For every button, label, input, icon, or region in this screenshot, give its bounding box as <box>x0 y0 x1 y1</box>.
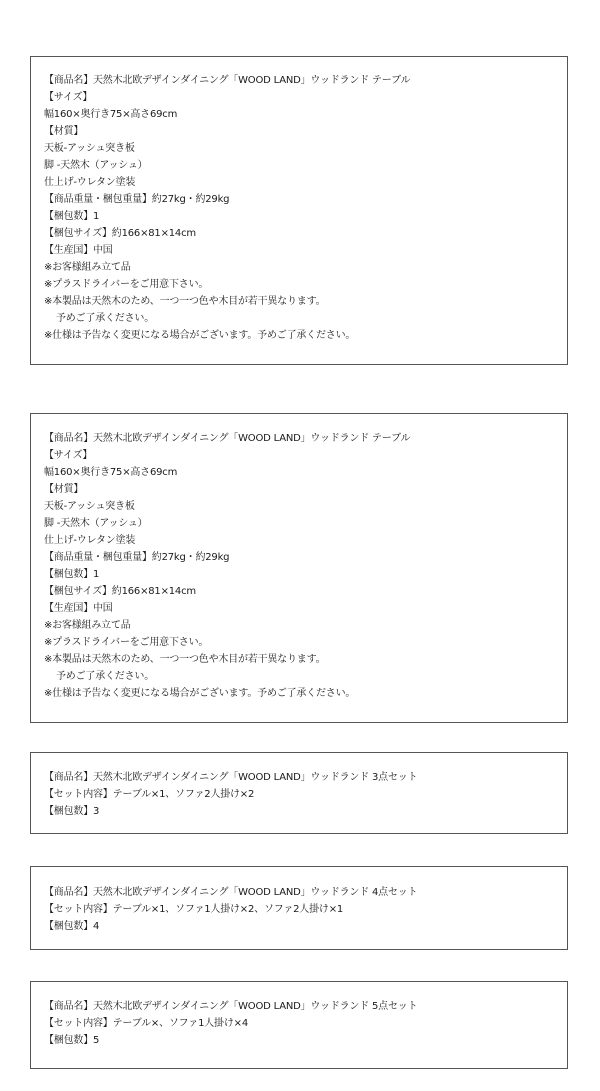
note-natural-wood-continued: 予めご了承ください。 <box>56 671 154 682</box>
origin: 【生産国】中国 <box>44 245 113 256</box>
note-natural-wood: ※本製品は天然木のため、一つ一つ色や木目が若干異なります。 <box>44 296 326 307</box>
set5-spec-box <box>30 981 568 1069</box>
note-driver: ※プラスドライバーをご用意下さい。 <box>44 279 209 290</box>
table-spec-box-repeat <box>30 413 568 723</box>
note-assembly: ※お客様組み立て品 <box>44 620 131 631</box>
material-legs: 脚 -天然木（アッシュ） <box>44 518 148 529</box>
product-name: 【商品名】天然木北欧デザインダイニング「WOOD LAND」ウッドランド 3点セット <box>44 772 418 783</box>
product-name: 【商品名】天然木北欧デザインダイニング「WOOD LAND」ウッドランド 4点セット <box>44 887 418 898</box>
material-top: 天板-アッシュ突き板 <box>44 143 135 154</box>
note-assembly: ※お客様組み立て品 <box>44 262 131 273</box>
note-spec-change: ※仕様は予告なく変更になる場合がございます。予めご了承ください。 <box>44 330 356 341</box>
size-value: 幅160×奥行き75×高さ69cm <box>44 467 178 478</box>
material-finish: 仕上げ-ウレタン塗装 <box>44 177 136 188</box>
material-finish: 仕上げ-ウレタン塗装 <box>44 535 136 546</box>
material-legs: 脚 -天然木（アッシュ） <box>44 160 148 171</box>
package-count: 【梱包数】5 <box>44 1035 100 1046</box>
note-natural-wood: ※本製品は天然木のため、一つ一つ色や木目が若干異なります。 <box>44 654 326 665</box>
product-name: 【商品名】天然木北欧デザインダイニング「WOOD LAND」ウッドランド テーブル <box>44 433 411 444</box>
material-heading: 【材質】 <box>44 126 84 137</box>
set-contents: 【セット内容】テーブル×、ソファ1人掛け×4 <box>44 1018 248 1029</box>
note-spec-change: ※仕様は予告なく変更になる場合がございます。予めご了承ください。 <box>44 688 356 699</box>
set-contents: 【セット内容】テーブル×1、ソファ1人掛け×2、ソファ2人掛け×1 <box>44 904 344 915</box>
size-value: 幅160×奥行き75×高さ69cm <box>44 109 178 120</box>
package-count: 【梱包数】4 <box>44 921 100 932</box>
package-count: 【梱包数】1 <box>44 569 100 580</box>
weight: 【商品重量・梱包重量】約27kg・約29kg <box>44 194 230 205</box>
size-heading: 【サイズ】 <box>44 92 93 103</box>
set4-spec-box <box>30 866 568 950</box>
set-contents: 【セット内容】テーブル×1、ソファ2人掛け×2 <box>44 789 255 800</box>
package-count: 【梱包数】3 <box>44 806 100 817</box>
set3-spec-box <box>30 752 568 834</box>
package-size: 【梱包サイズ】約166×81×14cm <box>44 586 196 597</box>
package-count: 【梱包数】1 <box>44 211 100 222</box>
note-driver: ※プラスドライバーをご用意下さい。 <box>44 637 209 648</box>
package-size: 【梱包サイズ】約166×81×14cm <box>44 228 196 239</box>
size-heading: 【サイズ】 <box>44 450 93 461</box>
weight: 【商品重量・梱包重量】約27kg・約29kg <box>44 552 230 563</box>
note-natural-wood-continued: 予めご了承ください。 <box>56 313 154 324</box>
product-name: 【商品名】天然木北欧デザインダイニング「WOOD LAND」ウッドランド 5点セット <box>44 1001 418 1012</box>
table-spec-box <box>30 56 568 365</box>
material-heading: 【材質】 <box>44 484 84 495</box>
material-top: 天板-アッシュ突き板 <box>44 501 135 512</box>
product-name: 【商品名】天然木北欧デザインダイニング「WOOD LAND」ウッドランド テーブル <box>44 75 411 86</box>
origin: 【生産国】中国 <box>44 603 113 614</box>
